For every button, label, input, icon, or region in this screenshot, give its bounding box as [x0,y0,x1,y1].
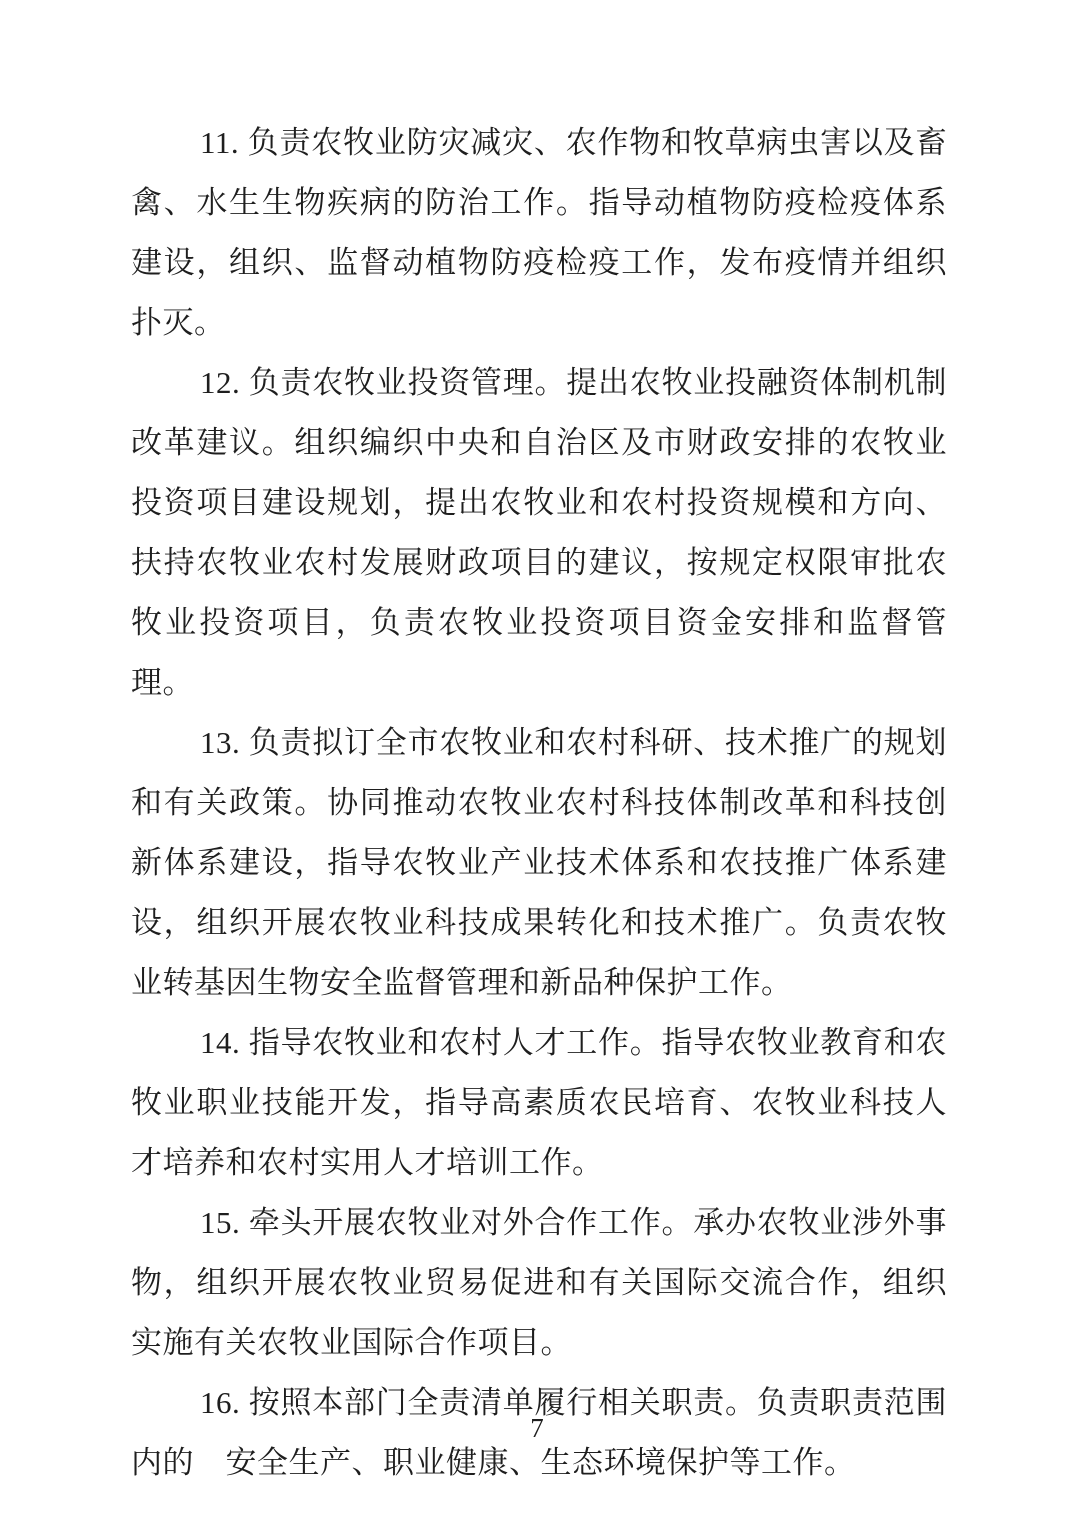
paragraph-item-12: 12. 负责农牧业投资管理。提出农牧业投融资体制机制改革建议。组织编织中央和自治区及市财政安排的农牧业投资项目建设规划，提出农牧业和农村投资规模和方向、扶持农牧业农村发展财政项目的建议，按规定权限审批农牧业投资项目，负责农牧业投资项目资金安排和监督管理。 [131,365,947,700]
page-number: 7 [530,1413,544,1443]
paragraph-item-15: 15. 牵头开展农牧业对外合作工作。承办农牧业涉外事物，组织开展农牧业贸易促进和有关国际交流合作，组织实施有关农牧业国际合作项目。 [131,1205,947,1360]
paragraph-item-13: 13. 负责拟订全市农牧业和农村科研、技术推广的规划和有关政策。协同推动农牧业农村科技体制改革和科技创新体系建设，指导农牧业产业技术体系和农技推广体系建设，组织开展农牧业科技成果转化和技术推广。负责农牧业转基因生物安全监督管理和新品种保护工作。 [131,725,947,1000]
document-body [131,113,947,1493]
paragraph-item-16: 16. 按照本部门全责清单履行相关职责。负责职责范围内的 安全生产、职业健康、生态环境保护等工作。 [131,1385,947,1480]
paragraph-item-11: 11. 负责农牧业防灾减灾、农作物和牧草病虫害以及畜禽、水生生物疾病的防治工作。指导动植物防疫检疫体系建设，组织、监督动植物防疫检疫工作，发布疫情并组织扑灭。 [131,125,947,340]
paragraph-item-14: 14. 指导农牧业和农村人才工作。指导农牧业教育和农牧业职业技能开发，指导高素质农民培育、农牧业科技人才培养和农村实用人才培训工作。 [131,1025,947,1180]
